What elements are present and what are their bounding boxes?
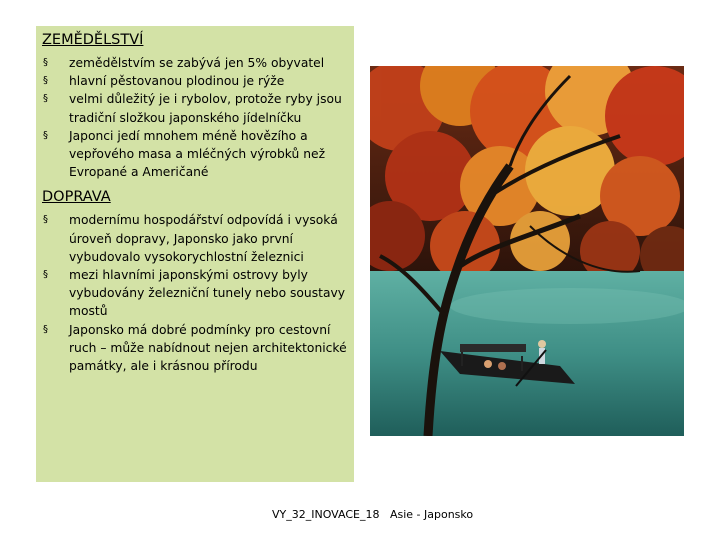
section-heading-zemedelstvi: ZEMĚDĚLSTVÍ: [42, 32, 144, 48]
list-item-text: mezi hlavními japonskými ostrovy byly vybudovány železniční tunely nebo soustavy mostů: [69, 268, 346, 319]
list-item-text: Japonsko má dobré podmínky pro cestovní ruch – může nabídnout nejen architektonické památky, ale i krásnou přírodu: [69, 322, 347, 374]
bullet-icon: §: [43, 129, 48, 141]
list-item-text: Japonci jedí mnohem méně hovězího a vepřového masa a mléčných výrobků než Evropané a Američané: [69, 128, 326, 180]
bullet-icon: §: [43, 93, 48, 105]
bullet-icon: §: [43, 214, 48, 226]
list-item-text: modernímu hospodářství odpovídá i vysoká úroveň dopravy, Japonsko jako první vybudovalo vysokorychlostní železnici: [69, 213, 338, 264]
list-item: [42, 72, 348, 90]
list-item-text: zemědělstvím se zabývá jen 5% obyvatel: [69, 56, 325, 70]
list-item-text: velmi důležitý je i rybolov, protože ryby jsou tradiční složkou japonského jídelníčku: [69, 92, 342, 125]
bullet-list-zemedelstvi: [42, 54, 348, 181]
list-item: [42, 211, 348, 266]
bullet-list-doprava: [42, 211, 348, 375]
bullet-icon: §: [43, 269, 48, 281]
bullet-icon: §: [43, 75, 48, 87]
list-item: [42, 54, 348, 72]
list-item: [42, 90, 348, 126]
autumn-lake-boat-photo: [370, 66, 684, 436]
list-item: [42, 127, 348, 182]
list-item: [42, 321, 348, 376]
list-item: [42, 266, 348, 321]
footer-text: VY_32_INOVACE_18 Asie - Japonsko: [272, 508, 474, 521]
bullet-icon: §: [43, 57, 48, 68]
section-heading-doprava: DOPRAVA: [42, 189, 111, 206]
bullet-icon: §: [43, 323, 48, 335]
list-item-text: hlavní pěstovanou plodinou je rýže: [69, 74, 285, 89]
text-box: [36, 26, 354, 482]
